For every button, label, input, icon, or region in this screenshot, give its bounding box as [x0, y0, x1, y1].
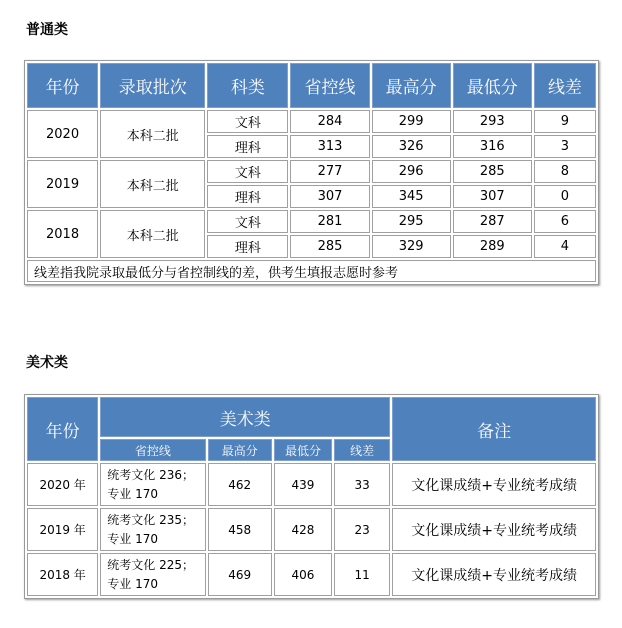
header-subject: 科类	[207, 63, 288, 108]
diff-cell: 6	[534, 210, 596, 233]
control-line-cell	[100, 508, 205, 551]
header-min-score: 最低分	[274, 439, 332, 461]
min-cell: 285	[453, 160, 532, 183]
subject-cell: 理科	[207, 235, 288, 258]
control-line-cell	[100, 553, 205, 596]
batch-cell: 本科二批	[100, 110, 205, 158]
table-row	[27, 210, 596, 233]
min-cell: 439	[274, 463, 332, 506]
diff-cell: 23	[334, 508, 390, 551]
header-batch: 录取批次	[100, 63, 205, 108]
control-cell: 277	[290, 160, 369, 183]
year-cell: 2020 年	[27, 463, 98, 506]
subject-cell: 理科	[207, 185, 288, 208]
max-cell: 345	[372, 185, 451, 208]
note-text: 线差指我院录取最低分与省控制线的差，供考生填报志愿时参考	[27, 260, 596, 282]
control-cell: 307	[290, 185, 369, 208]
general-section-title: 普通类	[26, 22, 68, 38]
control-line-cell	[100, 463, 205, 506]
header-year: 年份	[27, 397, 98, 461]
header-control-line: 省控线	[290, 63, 369, 108]
min-cell: 307	[453, 185, 532, 208]
diff-cell: 11	[334, 553, 390, 596]
max-cell: 329	[372, 235, 451, 258]
diff-cell: 0	[534, 185, 596, 208]
header-control-line: 省控线	[100, 439, 205, 461]
max-cell: 462	[208, 463, 272, 506]
max-cell: 295	[372, 210, 451, 233]
min-cell: 406	[274, 553, 332, 596]
header-diff: 线差	[534, 63, 596, 108]
remark-cell: 文化课成绩+专业统考成绩	[392, 553, 596, 596]
art-section-title: 美术类	[26, 355, 68, 371]
control-cell: 281	[290, 210, 369, 233]
table-row	[27, 160, 596, 183]
control-line-major: 专业 170	[107, 486, 158, 501]
art-header-row	[27, 397, 596, 437]
control-line-culture: 统考文化 236；	[107, 467, 194, 482]
subject-cell: 文科	[207, 160, 288, 183]
year-cell: 2018	[27, 210, 98, 258]
control-cell: 285	[290, 235, 369, 258]
control-line-culture: 统考文化 235；	[107, 512, 194, 527]
header-max-score: 最高分	[208, 439, 272, 461]
note-row	[27, 260, 596, 282]
table-row	[27, 508, 596, 551]
diff-cell: 33	[334, 463, 390, 506]
header-remark: 备注	[392, 397, 596, 461]
control-line-major: 专业 170	[107, 531, 158, 546]
batch-cell: 本科二批	[100, 210, 205, 258]
subject-cell: 理科	[207, 135, 288, 158]
min-cell: 428	[274, 508, 332, 551]
control-line-culture: 统考文化 225；	[107, 557, 194, 572]
min-cell: 289	[453, 235, 532, 258]
min-cell: 293	[453, 110, 532, 133]
table-row	[27, 110, 596, 133]
year-cell: 2019	[27, 160, 98, 208]
subject-cell: 文科	[207, 210, 288, 233]
year-cell: 2020	[27, 110, 98, 158]
max-cell: 296	[372, 160, 451, 183]
diff-cell: 3	[534, 135, 596, 158]
diff-cell: 8	[534, 160, 596, 183]
control-cell: 284	[290, 110, 369, 133]
max-cell: 299	[372, 110, 451, 133]
subject-cell: 文科	[207, 110, 288, 133]
year-cell: 2019 年	[27, 508, 98, 551]
table-row	[27, 463, 596, 506]
control-line-major: 专业 170	[107, 576, 158, 591]
header-year: 年份	[27, 63, 98, 108]
header-diff: 线差	[334, 439, 390, 461]
header-min-score: 最低分	[453, 63, 532, 108]
min-cell: 316	[453, 135, 532, 158]
diff-cell: 9	[534, 110, 596, 133]
table-row	[27, 553, 596, 596]
max-cell: 458	[208, 508, 272, 551]
year-cell: 2018 年	[27, 553, 98, 596]
header-art-group: 美术类	[100, 397, 390, 437]
control-cell: 313	[290, 135, 369, 158]
art-admission-table	[24, 394, 599, 599]
remark-cell: 文化课成绩+专业统考成绩	[392, 463, 596, 506]
batch-cell: 本科二批	[100, 160, 205, 208]
max-cell: 326	[372, 135, 451, 158]
max-cell: 469	[208, 553, 272, 596]
header-max-score: 最高分	[372, 63, 451, 108]
general-admission-table	[24, 60, 599, 285]
min-cell: 287	[453, 210, 532, 233]
remark-cell: 文化课成绩+专业统考成绩	[392, 508, 596, 551]
general-header-row	[27, 63, 596, 108]
diff-cell: 4	[534, 235, 596, 258]
